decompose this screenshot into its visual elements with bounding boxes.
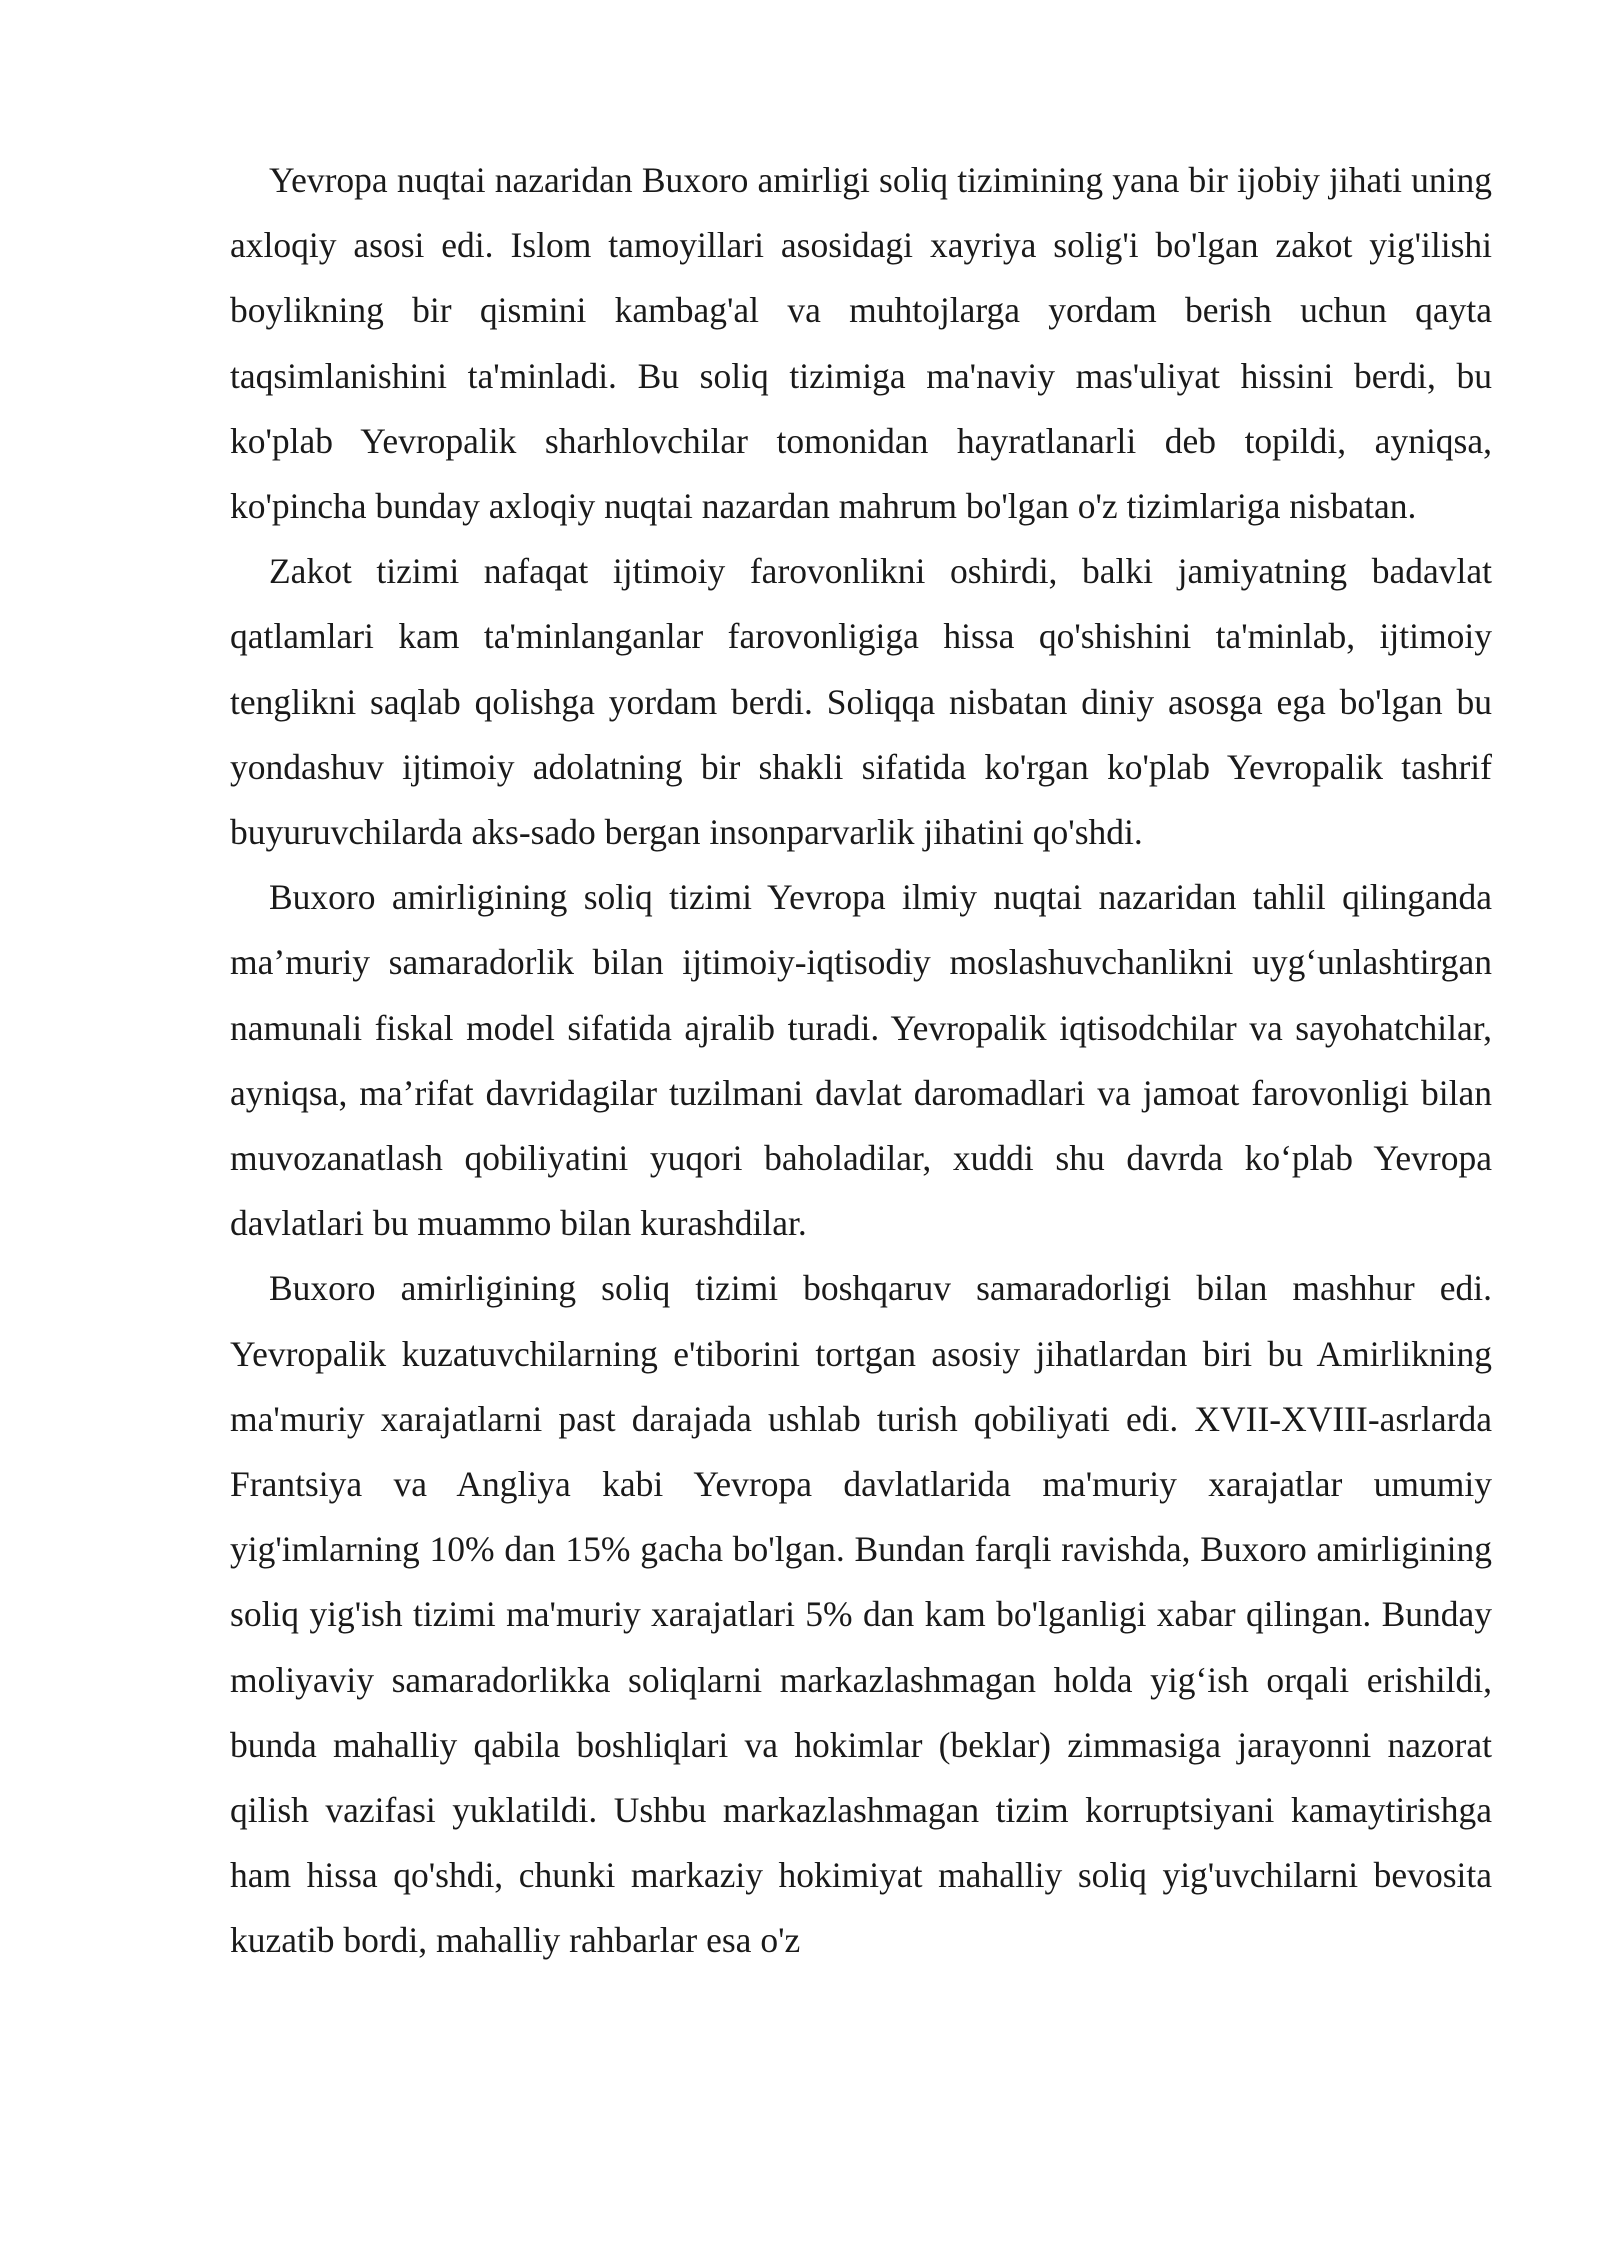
- document-page: [230, 148, 1492, 1974]
- paragraph-zakot-moral-basis: Yevropa nuqtai nazaridan Buxoro amirligi soliq tizimining yana bir ijobiy jihati uning axloqiy asosi edi. Islom tamoyillari asosidagi xayriya solig'i bo'lgan zakot yig'ilishi boylikning bir qismini kambag'al va muhtojlarga yordam berish uchun qayta taqsimlanishini ta'minladi. Bu soliq tizimiga ma'naviy mas'uliyat hissini berdi, bu ko'plab Yevropalik sharhlovchilar tomonidan hayratlanarli deb topildi, ayniqsa, ko'pincha bunday axloqiy nuqtai nazardan mahrum bo'lgan o'z tizimlariga nisbatan.: [230, 160, 1492, 527]
- paragraph-zakot-social-equality: Zakot tizimi nafaqat ijtimoiy farovonlikni oshirdi, balki jamiyatning badavlat qatlamlari kam ta'minlanganlar farovonligiga hissa qo'shishini ta'minlab, ijtimoiy tenglikni saqlab qolishga yordam berdi. Soliqqa nisbatan diniy asosga ega bo'lgan bu yondashuv ijtimoiy adolatning bir shakli sifatida ko'rgan ko'plab Yevropalik tashrif buyuruvchilarda aks-sado bergan insonparvarlik jihatini qo'shdi.: [230, 551, 1492, 853]
- paragraph-fiscal-model: Buxoro amirligining soliq tizimi Yevropa ilmiy nuqtai nazaridan tahlil qilinganda ma’muriy samaradorlik bilan ijtimoiy-iqtisodiy moslashuvchanlikni uyg‘unlashtirgan namunali fiskal model sifatida ajralib turadi. Yevropalik iqtisodchilar va sayohatchilar, ayniqsa, ma’rifat davridagilar tuzilmani davlat daromadlari va jamoat farovonligi bilan muvozanatlash qobiliyatini yuqori baholadilar, xuddi shu davrda ko‘plab Yevropa davlatlari bu muammo bilan kurashdilar.: [230, 877, 1492, 1244]
- paragraph-administrative-efficiency: Buxoro amirligining soliq tizimi boshqaruv samaradorligi bilan mashhur edi. Yevropalik kuzatuvchilarning e'tiborini tortgan asosiy jihatlardan biri bu Amirlikning ma'muriy xarajatlarni past darajada ushlab turish qobiliyati edi. XVII-XVIII-asrlarda Frantsiya va Angliya kabi Yevropa davlatlarida ma'muriy xarajatlar umumiy yig'imlarning 10% dan 15% gacha bo'lgan. Bundan farqli ravishda, Buxoro amirligining soliq yig'ish tizimi ma'muriy xarajatlari 5% dan kam bo'lganligi xabar qilingan. Bunday moliyaviy samaradorlikka soliqlarni markazlashmagan holda yig‘ish orqali erishildi, bunda mahalliy qabila boshliqlari va hokimlar (beklar) zimmasiga jarayonni nazorat qilish vazifasi yuklatildi. Ushbu markazlashmagan tizim korruptsiyani kamaytirishga ham hissa qo'shdi, chunki markaziy hokimiyat mahalliy soliq yig'uvchilarni bevosita kuzatib bordi, mahalliy rahbarlar esa o'z: [230, 1268, 1492, 1961]
